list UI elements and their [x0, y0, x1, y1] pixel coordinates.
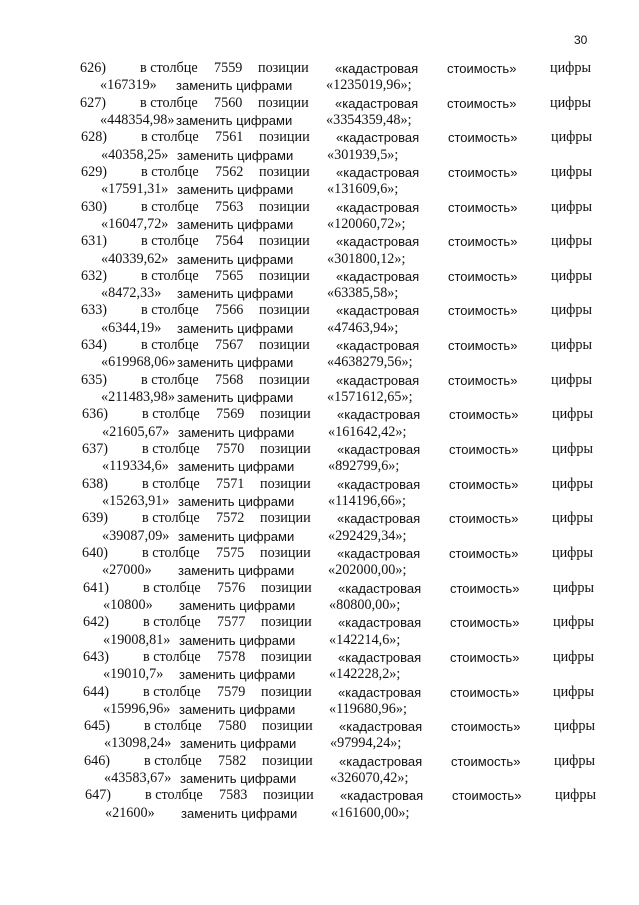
- in-column-text: в столбце: [143, 579, 201, 596]
- new-value: «892799,6»;: [328, 458, 400, 475]
- replace-text: заменить цифрами: [178, 424, 295, 440]
- replace-text: заменить цифрами: [179, 597, 296, 613]
- cadastral-text: «кадастровая: [338, 615, 422, 631]
- new-value: «202000,00»;: [328, 562, 407, 579]
- old-value: «19008,81»: [103, 631, 171, 648]
- old-value: «211483,98»: [101, 389, 175, 406]
- new-value: «142214,6»;: [329, 631, 401, 648]
- amendment-item: [84, 718, 639, 753]
- cadastral-text: «кадастровая: [337, 407, 421, 423]
- new-value: «114196,66»;: [328, 492, 406, 509]
- amendment-item: [83, 614, 639, 649]
- old-value: «19010,7»: [103, 666, 164, 683]
- item-number: 635): [81, 371, 108, 388]
- old-value: «40358,25»: [101, 146, 169, 163]
- position-text: позиции: [260, 475, 311, 492]
- cadastral-text: «кадастровая: [335, 61, 419, 76]
- in-column-text: в столбце: [141, 371, 199, 388]
- item-number: 639): [82, 510, 109, 527]
- item-number: 627): [80, 94, 107, 111]
- cost-text: стоимость»: [448, 268, 518, 284]
- in-column-text: в столбце: [141, 163, 199, 180]
- cadastral-text: «кадастровая: [336, 268, 420, 284]
- cost-text: стоимость»: [452, 788, 522, 804]
- amendment-item: [82, 441, 639, 476]
- digits-text: цифры: [552, 475, 594, 492]
- cost-text: стоимость»: [451, 719, 521, 735]
- cadastral-text: «кадастровая: [336, 372, 420, 388]
- digits-text: цифры: [552, 544, 594, 561]
- amendment-item: [80, 95, 639, 130]
- column-code: 7564: [215, 233, 244, 250]
- position-text: позиции: [261, 648, 312, 665]
- amendment-item: [83, 580, 639, 615]
- digits-text: цифры: [551, 129, 593, 146]
- position-text: позиции: [259, 337, 310, 354]
- digits-text: цифры: [551, 267, 593, 284]
- position-text: позиции: [259, 198, 310, 215]
- cadastral-text: «кадастровая: [339, 753, 423, 769]
- item-number: 634): [81, 337, 108, 354]
- replace-text: заменить цифрами: [178, 563, 295, 579]
- cost-text: стоимость»: [449, 476, 519, 492]
- old-value: «39087,09»: [102, 527, 170, 544]
- replace-text: заменить цифрами: [180, 771, 297, 787]
- digits-text: цифры: [551, 371, 593, 388]
- in-column-text: в столбце: [143, 614, 201, 631]
- cost-text: стоимость»: [449, 442, 519, 458]
- column-code: 7580: [218, 718, 247, 735]
- digits-text: цифры: [551, 302, 593, 319]
- digits-text: цифры: [551, 233, 593, 250]
- amendment-item: [84, 753, 639, 788]
- column-code: 7578: [217, 648, 246, 665]
- replace-text: заменить цифрами: [179, 667, 296, 683]
- column-code: 7583: [219, 787, 248, 804]
- replace-text: заменить цифрами: [179, 701, 296, 717]
- item-number: 633): [81, 302, 108, 319]
- item-number: 636): [82, 406, 109, 423]
- amendment-item: [81, 129, 639, 164]
- column-code: 7576: [217, 579, 246, 596]
- item-number: 641): [83, 579, 110, 596]
- item-number: 631): [81, 233, 108, 250]
- cost-text: стоимость»: [450, 615, 520, 631]
- cost-text: стоимость»: [447, 61, 517, 76]
- item-number: 646): [84, 752, 111, 769]
- item-number: 638): [82, 475, 109, 492]
- item-number: 630): [81, 198, 108, 215]
- amendment-item: [82, 406, 639, 441]
- new-value: «161600,00»;: [331, 804, 410, 821]
- old-value: «21600»: [105, 804, 155, 821]
- amendment-item: [83, 649, 639, 684]
- position-text: позиции: [259, 302, 310, 319]
- new-value: «120060,72»;: [327, 215, 406, 232]
- in-column-text: в столбце: [140, 94, 198, 111]
- old-value: «13098,24»: [104, 735, 172, 752]
- replace-text: заменить цифрами: [176, 112, 293, 128]
- position-text: позиции: [260, 406, 311, 423]
- column-code: 7560: [214, 94, 243, 111]
- position-text: позиции: [258, 60, 309, 76]
- cadastral-text: «кадастровая: [335, 95, 419, 111]
- in-column-text: в столбце: [143, 648, 201, 665]
- replace-text: заменить цифрами: [178, 493, 295, 509]
- column-code: 7566: [215, 302, 244, 319]
- amendment-item: [81, 337, 639, 372]
- old-value: «15996,96»: [103, 700, 171, 717]
- position-text: позиции: [262, 718, 313, 735]
- column-code: 7577: [217, 614, 246, 631]
- digits-text: цифры: [550, 60, 592, 76]
- in-column-text: в столбце: [142, 441, 200, 458]
- digits-text: цифры: [552, 510, 594, 527]
- amendment-item: [81, 164, 639, 199]
- new-value: «292429,34»;: [328, 527, 407, 544]
- amendment-item: [85, 787, 639, 822]
- new-value: «161642,42»;: [328, 423, 407, 440]
- amendment-item: [81, 372, 639, 407]
- old-value: «167319»: [100, 77, 157, 94]
- digits-text: цифры: [553, 648, 595, 665]
- cost-text: стоимость»: [449, 545, 519, 561]
- old-value: «8472,33»: [101, 285, 162, 302]
- cost-text: стоимость»: [448, 303, 518, 319]
- cadastral-text: «кадастровая: [336, 130, 420, 146]
- position-text: позиции: [262, 752, 313, 769]
- cadastral-text: «кадастровая: [340, 788, 424, 804]
- digits-text: цифры: [552, 441, 594, 458]
- new-value: «63385,58»;: [327, 285, 399, 302]
- in-column-text: в столбце: [142, 510, 200, 527]
- cost-text: стоимость»: [449, 407, 519, 423]
- column-code: 7561: [215, 129, 244, 146]
- position-text: позиции: [261, 579, 312, 596]
- cadastral-text: «кадастровая: [337, 545, 421, 561]
- replace-text: заменить цифрами: [177, 251, 294, 267]
- position-text: позиции: [260, 441, 311, 458]
- column-code: 7563: [215, 198, 244, 215]
- cost-text: стоимость»: [450, 684, 520, 700]
- column-code: 7568: [215, 371, 244, 388]
- cost-text: стоимость»: [450, 580, 520, 596]
- old-value: «43583,67»: [104, 770, 172, 787]
- amendment-item: [81, 199, 639, 234]
- column-code: 7562: [215, 163, 244, 180]
- new-value: «301939,5»;: [327, 146, 399, 163]
- amendment-item: [81, 233, 639, 268]
- item-number: 642): [83, 614, 110, 631]
- cadastral-text: «кадастровая: [339, 719, 423, 735]
- in-column-text: в столбце: [142, 406, 200, 423]
- column-code: 7570: [216, 441, 245, 458]
- amendment-item: [80, 60, 639, 95]
- cost-text: стоимость»: [448, 164, 518, 180]
- old-value: «6344,19»: [101, 319, 162, 336]
- replace-text: заменить цифрами: [178, 459, 295, 475]
- digits-text: цифры: [554, 752, 596, 769]
- new-value: «47463,94»;: [327, 319, 399, 336]
- in-column-text: в столбце: [144, 718, 202, 735]
- cost-text: стоимость»: [448, 130, 518, 146]
- cadastral-text: «кадастровая: [337, 442, 421, 458]
- in-column-text: в столбце: [141, 129, 199, 146]
- replace-text: заменить цифрами: [178, 528, 295, 544]
- in-column-text: в столбце: [142, 544, 200, 561]
- new-value: «131609,6»;: [327, 181, 399, 198]
- position-text: позиции: [261, 683, 312, 700]
- old-value: «27000»: [102, 562, 152, 579]
- new-value: «3354359,48»;: [326, 111, 412, 128]
- new-value: «1235019,96»;: [326, 77, 412, 94]
- digits-text: цифры: [553, 683, 595, 700]
- in-column-text: в столбце: [141, 302, 199, 319]
- in-column-text: в столбце: [144, 752, 202, 769]
- new-value: «80800,00»;: [329, 596, 401, 613]
- old-value: «448354,98»: [100, 111, 175, 128]
- replace-text: заменить цифрами: [181, 805, 298, 821]
- position-text: позиции: [263, 787, 314, 804]
- in-column-text: в столбце: [141, 198, 199, 215]
- amendment-item: [81, 302, 639, 337]
- digits-text: цифры: [551, 337, 593, 354]
- position-text: позиции: [258, 94, 309, 111]
- cadastral-text: «кадастровая: [338, 684, 422, 700]
- digits-text: цифры: [552, 406, 594, 423]
- replace-text: заменить цифрами: [177, 286, 294, 302]
- position-text: позиции: [260, 544, 311, 561]
- digits-text: цифры: [550, 94, 592, 111]
- item-number: 640): [82, 544, 109, 561]
- replace-text: заменить цифрами: [179, 632, 296, 648]
- old-value: «10800»: [103, 596, 153, 613]
- digits-text: цифры: [555, 787, 597, 804]
- column-code: 7582: [218, 752, 247, 769]
- in-column-text: в столбце: [145, 787, 203, 804]
- in-column-text: в столбце: [142, 475, 200, 492]
- column-code: 7565: [215, 267, 244, 284]
- position-text: позиции: [259, 233, 310, 250]
- position-text: позиции: [259, 129, 310, 146]
- in-column-text: в столбце: [141, 337, 199, 354]
- item-number: 628): [81, 129, 108, 146]
- new-value: «142228,2»;: [329, 666, 401, 683]
- amendment-item: [82, 476, 639, 511]
- column-code: 7575: [216, 544, 245, 561]
- amendment-item: [83, 684, 639, 719]
- digits-text: цифры: [553, 579, 595, 596]
- new-value: «119680,96»;: [329, 700, 407, 717]
- in-column-text: в столбце: [141, 233, 199, 250]
- new-value: «1571612,65»;: [327, 389, 413, 406]
- in-column-text: в столбце: [141, 267, 199, 284]
- column-code: 7559: [214, 60, 243, 76]
- item-number: 637): [82, 441, 109, 458]
- cadastral-text: «кадастровая: [338, 580, 422, 596]
- item-number: 632): [81, 267, 108, 284]
- amendment-list: [0, 60, 639, 822]
- old-value: «17591,31»: [101, 181, 169, 198]
- amendment-item: [82, 510, 639, 545]
- cost-text: стоимость»: [450, 649, 520, 665]
- old-value: «15263,91»: [102, 492, 170, 509]
- replace-text: заменить цифрами: [177, 216, 294, 232]
- replace-text: заменить цифрами: [177, 355, 294, 371]
- position-text: позиции: [259, 267, 310, 284]
- old-value: «119334,6»: [102, 458, 169, 475]
- old-value: «21605,67»: [102, 423, 170, 440]
- digits-text: цифры: [551, 163, 593, 180]
- old-value: «40339,62»: [101, 250, 169, 267]
- cost-text: стоимость»: [448, 234, 518, 250]
- item-number: 647): [85, 787, 112, 804]
- position-text: позиции: [260, 510, 311, 527]
- cost-text: стоимость»: [449, 511, 519, 527]
- digits-text: цифры: [554, 718, 596, 735]
- replace-text: заменить цифрами: [177, 147, 294, 163]
- cadastral-text: «кадастровая: [336, 234, 420, 250]
- replace-text: заменить цифрами: [177, 182, 294, 198]
- replace-text: заменить цифрами: [176, 78, 293, 94]
- digits-text: цифры: [551, 198, 593, 215]
- item-number: 644): [83, 683, 110, 700]
- old-value: «16047,72»: [101, 215, 169, 232]
- old-value: «619968,06»: [101, 354, 176, 371]
- cadastral-text: «кадастровая: [337, 511, 421, 527]
- position-text: позиции: [259, 163, 310, 180]
- amendment-item: [81, 268, 639, 303]
- in-column-text: в столбце: [140, 60, 198, 76]
- new-value: «4638279,56»;: [327, 354, 413, 371]
- cost-text: стоимость»: [448, 199, 518, 215]
- new-value: «326070,42»;: [330, 770, 409, 787]
- in-column-text: в столбце: [143, 683, 201, 700]
- column-code: 7571: [216, 475, 245, 492]
- new-value: «301800,12»;: [327, 250, 406, 267]
- position-text: позиции: [259, 371, 310, 388]
- replace-text: заменить цифрами: [180, 736, 297, 752]
- cadastral-text: «кадастровая: [336, 338, 420, 354]
- new-value: «97994,24»;: [330, 735, 402, 752]
- cadastral-text: «кадастровая: [337, 476, 421, 492]
- digits-text: цифры: [553, 614, 595, 631]
- item-number: 629): [81, 163, 108, 180]
- column-code: 7569: [216, 406, 245, 423]
- cadastral-text: «кадастровая: [336, 199, 420, 215]
- cost-text: стоимость»: [451, 753, 521, 769]
- cadastral-text: «кадастровая: [336, 164, 420, 180]
- item-number: 643): [83, 648, 110, 665]
- cost-text: стоимость»: [447, 95, 517, 111]
- page-number: 30: [574, 33, 588, 47]
- cost-text: стоимость»: [448, 338, 518, 354]
- column-code: 7572: [216, 510, 245, 527]
- item-number: 645): [84, 718, 111, 735]
- replace-text: заменить цифрами: [177, 390, 294, 406]
- position-text: позиции: [261, 614, 312, 631]
- cadastral-text: «кадастровая: [336, 303, 420, 319]
- cadastral-text: «кадастровая: [338, 649, 422, 665]
- column-code: 7579: [217, 683, 246, 700]
- column-code: 7567: [215, 337, 244, 354]
- item-number: 626): [80, 60, 107, 76]
- amendment-item: [82, 545, 639, 580]
- cost-text: стоимость»: [448, 372, 518, 388]
- replace-text: заменить цифрами: [177, 320, 294, 336]
